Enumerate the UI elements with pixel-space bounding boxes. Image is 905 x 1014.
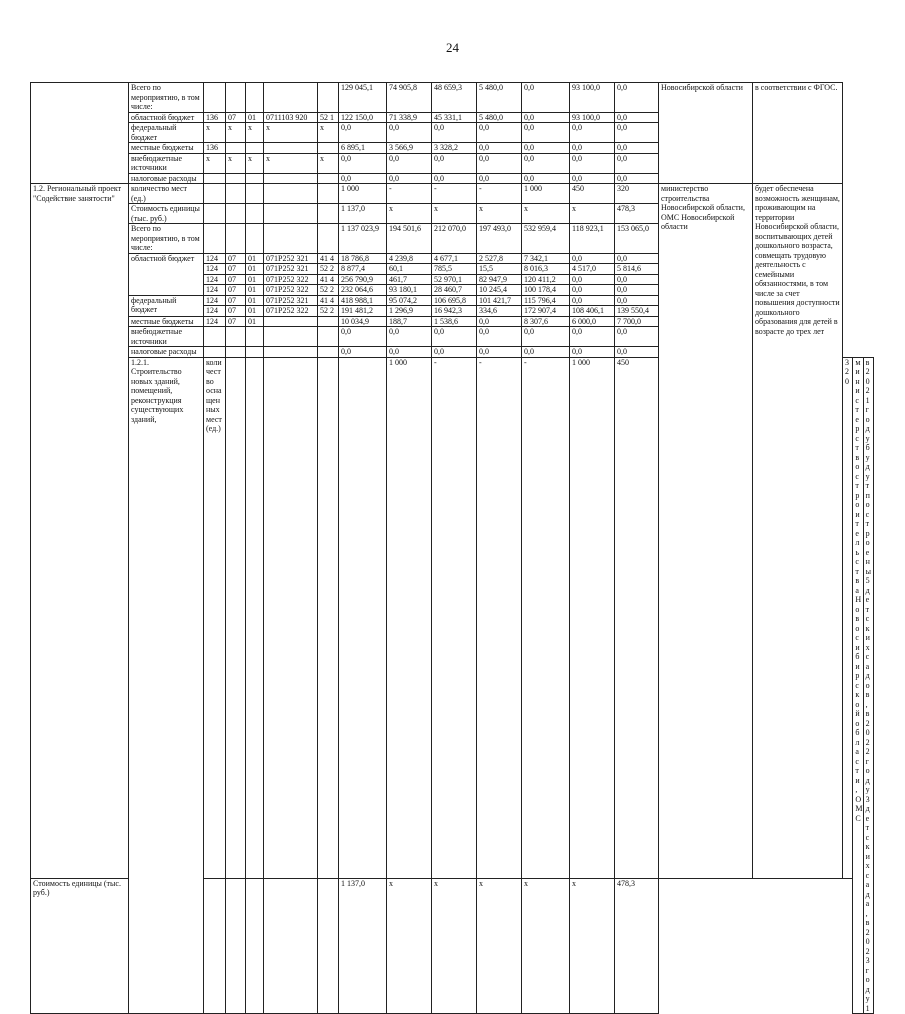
table-cell [264, 224, 318, 254]
table-cell: 45 331,1 [432, 112, 477, 123]
table-cell: 7 700,0 [615, 316, 659, 327]
table-cell: 41 4 [318, 253, 339, 264]
table-cell: 188,7 [387, 316, 432, 327]
table-cell: 0,0 [432, 153, 477, 173]
table-cell: 071P252 322 [264, 285, 318, 296]
table-cell: 124 [204, 316, 226, 327]
table-cell: в соответствии с ФГОС. [753, 83, 843, 184]
table-cell [246, 224, 264, 254]
table-cell [318, 316, 339, 327]
table-cell: 450 [570, 184, 615, 204]
table-cell: 1 000 [570, 357, 615, 878]
table-cell: 52 970,1 [432, 274, 477, 285]
table-cell: 071P252 321 [264, 253, 318, 264]
table-cell [264, 83, 318, 113]
table-cell: 101 421,7 [477, 295, 522, 306]
table-cell: 0,0 [570, 143, 615, 154]
table-cell [264, 357, 318, 878]
table-cell: 07 [226, 253, 246, 264]
table-cell: 4 239,8 [387, 253, 432, 264]
table-cell [246, 878, 264, 1013]
table-cell: 2 527,8 [477, 253, 522, 264]
table-cell [204, 184, 226, 204]
table-cell: 0,0 [522, 112, 570, 123]
table-cell: 8 877,4 [339, 264, 387, 275]
table-cell: 106 695,8 [432, 295, 477, 306]
table-cell: 071P252 321 [264, 295, 318, 306]
table-cell: 1 000 [522, 184, 570, 204]
table-cell [318, 184, 339, 204]
table-cell: местные бюджеты [129, 143, 204, 154]
table-cell: x [264, 123, 318, 143]
table-cell: 01 [246, 112, 264, 123]
table-cell: 0,0 [615, 285, 659, 296]
table-cell: 0,0 [570, 274, 615, 285]
table-cell: 0,0 [615, 112, 659, 123]
table-cell: 139 550,4 [615, 306, 659, 317]
table-cell [318, 204, 339, 224]
table-cell: 124 [204, 295, 226, 306]
table-cell: 0,0 [570, 253, 615, 264]
budget-table [30, 82, 874, 1014]
table-cell: 07 [226, 295, 246, 306]
table-cell: 0,0 [387, 123, 432, 143]
table-cell: 6 895,1 [339, 143, 387, 154]
table-cell: 07 [226, 285, 246, 296]
table-cell: 0711103 920 [264, 112, 318, 123]
table-cell: местные бюджеты [129, 316, 204, 327]
table-cell: Всего по мероприятию, в том числе: [129, 83, 204, 113]
table-cell: 124 [204, 253, 226, 264]
table-cell [318, 143, 339, 154]
table-cell: 0,0 [339, 173, 387, 184]
table-cell [318, 173, 339, 184]
table-cell [246, 357, 264, 878]
table-cell: 07 [226, 316, 246, 327]
table-cell: 0,0 [615, 173, 659, 184]
table-cell: 01 [246, 264, 264, 275]
table-cell: 93 180,1 [387, 285, 432, 296]
table-cell: 0,0 [387, 327, 432, 347]
table-cell: 115 796,4 [522, 295, 570, 306]
table-cell: 3 566,9 [387, 143, 432, 154]
table-cell: 0,0 [477, 173, 522, 184]
table-cell: 0,0 [477, 153, 522, 173]
table-cell: 0,0 [615, 274, 659, 285]
table-cell: 18 786,8 [339, 253, 387, 264]
table-cell: - [477, 184, 522, 204]
table-cell: 071P252 321 [264, 264, 318, 275]
table-cell: x [570, 878, 615, 1013]
table-cell: 41 4 [318, 274, 339, 285]
table-cell: 1 137,0 [339, 204, 387, 224]
table-cell: 0,0 [570, 285, 615, 296]
table-cell: 0,0 [615, 123, 659, 143]
table-cell: 01 [246, 285, 264, 296]
table-cell: 071P252 322 [264, 306, 318, 317]
table-cell: 10 245,4 [477, 285, 522, 296]
table-cell: 1.2. Региональный проект "Содействие занятости" [31, 184, 129, 879]
table-cell: 41 4 [318, 295, 339, 306]
table-cell: 48 659,3 [432, 83, 477, 113]
table-cell [226, 357, 246, 878]
table-cell: x [318, 123, 339, 143]
table-cell [246, 327, 264, 347]
table-cell: 418 988,1 [339, 295, 387, 306]
table-cell: 124 [204, 285, 226, 296]
table-cell: 60,1 [387, 264, 432, 275]
table-cell: 1.2.1. Строительство новых зданий, помещений, реконструкция существующих зданий, [129, 357, 204, 1014]
table-cell: 01 [246, 306, 264, 317]
table-cell: 0,0 [615, 347, 659, 358]
table-cell: 3 328,2 [432, 143, 477, 154]
table-cell: 0,0 [522, 153, 570, 173]
table-cell [246, 83, 264, 113]
table-cell: 136 [204, 143, 226, 154]
table-cell [264, 878, 318, 1013]
table-cell: 07 [226, 306, 246, 317]
table-cell [318, 347, 339, 358]
table-cell: 124 [204, 306, 226, 317]
table-cell: 0,0 [615, 253, 659, 264]
table-cell: 0,0 [615, 143, 659, 154]
table-cell: 5 814,6 [615, 264, 659, 275]
table-cell: министерство строительства Новосибирской области, ОМС Новосибирской области [659, 184, 753, 879]
table-cell: внебюджетные источники [129, 327, 204, 347]
table-cell: 28 460,7 [432, 285, 477, 296]
table-cell: 0,0 [477, 316, 522, 327]
table-cell: - [432, 357, 477, 878]
table-cell: 01 [246, 316, 264, 327]
table-cell: налоговые расходы [129, 347, 204, 358]
table-body [31, 83, 874, 1014]
table-cell: 0,0 [615, 83, 659, 113]
table-cell: 232 064,6 [339, 285, 387, 296]
table-cell [246, 347, 264, 358]
table-cell: x [226, 123, 246, 143]
table-cell: 0,0 [339, 153, 387, 173]
table-cell: 1 000 [339, 184, 387, 204]
table-cell: 0,0 [432, 327, 477, 347]
table-cell [226, 204, 246, 224]
table-cell: x [477, 878, 522, 1013]
table-cell: 0,0 [522, 123, 570, 143]
table-cell: 0,0 [522, 83, 570, 113]
table-cell: 16 942,3 [432, 306, 477, 317]
table-cell [226, 224, 246, 254]
table-cell: 108 406,1 [570, 306, 615, 317]
table-cell [226, 347, 246, 358]
table-cell: 478,3 [615, 878, 659, 1013]
table-cell: 0,0 [570, 153, 615, 173]
table-cell: 334,6 [477, 306, 522, 317]
table-cell: x [387, 204, 432, 224]
table-cell: 15,5 [477, 264, 522, 275]
table-cell: x [246, 123, 264, 143]
table-cell: x [522, 878, 570, 1013]
table-cell: 74 905,8 [387, 83, 432, 113]
table-cell: 1 538,6 [432, 316, 477, 327]
table-cell: количество мест (ед.) [129, 184, 204, 204]
table-cell: 0,0 [432, 123, 477, 143]
table-cell: Всего по мероприятию, в том числе: [129, 224, 204, 254]
table-cell [226, 143, 246, 154]
table-cell [31, 83, 129, 184]
table-cell: 7 342,1 [522, 253, 570, 264]
table-cell: x [246, 153, 264, 173]
table-cell: областной бюджет [129, 112, 204, 123]
table-cell: 0,0 [387, 173, 432, 184]
table-cell: 52 1 [318, 112, 339, 123]
table-cell: 136 [204, 112, 226, 123]
table-cell: 0,0 [570, 347, 615, 358]
table-cell: 172 907,4 [522, 306, 570, 317]
table-cell: 320 [843, 357, 853, 878]
table-cell: 8 307,6 [522, 316, 570, 327]
table-cell: x [570, 204, 615, 224]
table-cell: 0,0 [387, 153, 432, 173]
table-cell [226, 83, 246, 113]
table-cell: 01 [246, 253, 264, 264]
table-cell: 52 2 [318, 264, 339, 275]
table-cell: 0,0 [522, 347, 570, 358]
table-cell: 6 000,0 [570, 316, 615, 327]
table-cell [264, 184, 318, 204]
table-cell: Новосибирской области [659, 83, 753, 184]
table-cell: 478,3 [615, 204, 659, 224]
table-cell: 0,0 [339, 123, 387, 143]
table-cell: федеральный бюджет [129, 295, 204, 316]
table-cell: 71 338,9 [387, 112, 432, 123]
table-cell: 07 [226, 112, 246, 123]
table-cell: 93 100,0 [570, 112, 615, 123]
table-cell: налоговые расходы [129, 173, 204, 184]
table-cell: 95 074,2 [387, 295, 432, 306]
table-cell [318, 327, 339, 347]
table-cell: 0,0 [522, 143, 570, 154]
table-cell: 118 923,1 [570, 224, 615, 254]
table-cell [226, 327, 246, 347]
table-cell: x [226, 153, 246, 173]
table-cell: 0,0 [615, 153, 659, 173]
table-cell: министерство строительства Новосибирской области, ОМС [853, 357, 863, 1014]
table-cell: 0,0 [387, 347, 432, 358]
table-cell: 532 959,4 [522, 224, 570, 254]
table-cell [204, 204, 226, 224]
table-cell: 1 137 023,9 [339, 224, 387, 254]
table-cell [204, 173, 226, 184]
table-cell: 0,0 [339, 347, 387, 358]
table-cell: x [432, 878, 477, 1013]
table-cell: x [264, 153, 318, 173]
table-cell: x [204, 153, 226, 173]
table-cell: 1 137,0 [339, 878, 387, 1013]
table-cell: 5 480,0 [477, 83, 522, 113]
table-cell: - [522, 357, 570, 878]
table-cell: 153 065,0 [615, 224, 659, 254]
table-cell: 0,0 [477, 347, 522, 358]
table-row [31, 184, 874, 204]
table-cell: 0,0 [615, 295, 659, 306]
table-cell: 197 493,0 [477, 224, 522, 254]
table-cell: 129 045,1 [339, 83, 387, 113]
table-cell: 01 [246, 295, 264, 306]
table-cell: областной бюджет [129, 253, 204, 295]
table-cell: - [387, 184, 432, 204]
table-cell: x [204, 123, 226, 143]
table-cell: 01 [246, 274, 264, 285]
table-cell: внебюджетные источники [129, 153, 204, 173]
table-cell: 5 480,0 [477, 112, 522, 123]
table-cell: x [477, 204, 522, 224]
table-cell: 10 034,9 [339, 316, 387, 327]
table-cell [318, 357, 339, 878]
table-cell: будет обеспечена возможность женщинам, проживающим на территории Новосибирской области, воспитывающих детей дошкольного возраста, совмещать трудовую деятельность с семейными обязанностями, в том числе за счет повышения доступности дошкольного образования для детей в возрасте до трех лет [753, 184, 843, 879]
table-cell: x [522, 204, 570, 224]
table-cell: Стоимость единицы (тыс. руб.) [31, 878, 129, 1013]
table-cell: 0,0 [477, 143, 522, 154]
table-cell [318, 83, 339, 113]
table-cell: 124 [204, 274, 226, 285]
table-cell: 4 517,0 [570, 264, 615, 275]
table-cell: - [477, 357, 522, 878]
table-cell: 0,0 [522, 173, 570, 184]
table-cell: 0,0 [522, 327, 570, 347]
table-cell [204, 224, 226, 254]
table-cell [264, 143, 318, 154]
table-cell: 07 [226, 274, 246, 285]
table-cell: 93 100,0 [570, 83, 615, 113]
table-cell: 320 [615, 184, 659, 204]
table-cell: 0,0 [432, 173, 477, 184]
table-cell [264, 173, 318, 184]
table-cell: 07 [226, 264, 246, 275]
table-cell: 0,0 [339, 327, 387, 347]
table-cell [226, 173, 246, 184]
table-cell [264, 347, 318, 358]
table-cell [246, 173, 264, 184]
table-cell: 122 150,0 [339, 112, 387, 123]
table-cell: 0,0 [570, 327, 615, 347]
table-cell: 461,7 [387, 274, 432, 285]
table-cell: x [387, 878, 432, 1013]
table-cell: 785,5 [432, 264, 477, 275]
table-cell [318, 224, 339, 254]
table-cell: 0,0 [477, 123, 522, 143]
table-cell [226, 184, 246, 204]
table-cell: 52 2 [318, 306, 339, 317]
table-cell: 194 501,6 [387, 224, 432, 254]
table-cell: 071P252 322 [264, 274, 318, 285]
table-cell [204, 83, 226, 113]
table-cell: 124 [204, 264, 226, 275]
table-cell: 0,0 [477, 327, 522, 347]
table-cell: 256 790,9 [339, 274, 387, 285]
table-cell: 0,0 [432, 347, 477, 358]
table-cell [226, 878, 246, 1013]
table-cell: 8 016,3 [522, 264, 570, 275]
table-cell: 191 481,2 [339, 306, 387, 317]
table-cell: федеральный бюджет [129, 123, 204, 143]
table-cell [318, 878, 339, 1013]
table-row [31, 83, 874, 113]
table-cell: Стоимость единицы (тыс. руб.) [129, 204, 204, 224]
table-cell: 0,0 [570, 295, 615, 306]
table-cell: 450 [615, 357, 659, 878]
table-cell: 4 677,1 [432, 253, 477, 264]
table-cell [339, 357, 387, 878]
table-cell [204, 327, 226, 347]
table-cell [246, 184, 264, 204]
table-cell: 0,0 [570, 173, 615, 184]
table-cell: - [432, 184, 477, 204]
table-cell [264, 316, 318, 327]
table-cell: 82 947,9 [477, 274, 522, 285]
table-cell: 0,0 [570, 123, 615, 143]
table-cell: 212 070,0 [432, 224, 477, 254]
table-cell [204, 878, 226, 1013]
table-cell [246, 204, 264, 224]
table-cell: x [432, 204, 477, 224]
table-cell: x [318, 153, 339, 173]
table-cell: 100 178,4 [522, 285, 570, 296]
table-cell: в 2021 году будут построены 5 детских садов, в 2022 году 3 детских сада, в 2023 году 1 [863, 357, 873, 1014]
page-number: 24 [446, 40, 459, 55]
table-cell: 120 411,2 [522, 274, 570, 285]
table-cell: 0,0 [615, 327, 659, 347]
table-cell [264, 327, 318, 347]
table-cell: 52 2 [318, 285, 339, 296]
table-cell: 1 000 [387, 357, 432, 878]
table-cell [204, 347, 226, 358]
table-cell [246, 143, 264, 154]
table-cell: количество оснащенных мест (ед.) [204, 357, 226, 878]
table-cell [264, 204, 318, 224]
table-cell: 1 296,9 [387, 306, 432, 317]
